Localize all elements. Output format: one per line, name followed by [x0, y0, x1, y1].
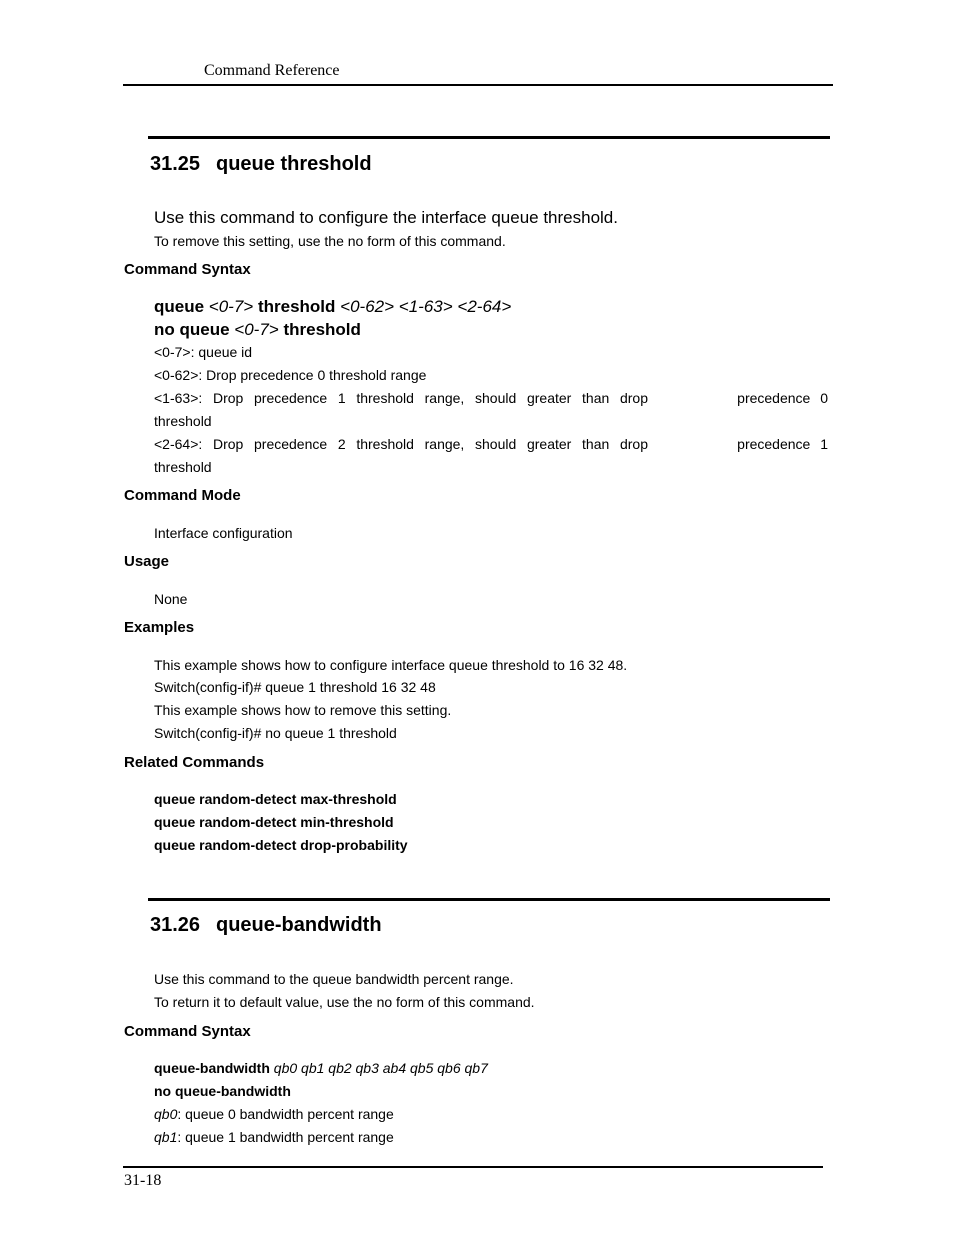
section-25-number: 31.25 [150, 153, 201, 175]
syntax-line-1 [154, 297, 511, 317]
syntax-kw-threshold-2: threshold [283, 320, 361, 339]
section-26-rule [148, 898, 830, 901]
param-2-64-line-1-end: precedence 1 [737, 436, 828, 452]
syntax-arg-queue-id: <0-7> [208, 297, 254, 316]
footer-rule [123, 1166, 823, 1168]
section-25-intro-1: Use this command to configure the interface queue threshold. [154, 208, 618, 227]
example-line-4: Switch(config-if)# no queue 1 threshold [154, 725, 397, 741]
section-25-title: queue threshold [216, 153, 372, 175]
syntax-cmd-queue-bandwidth: queue-bandwidth [154, 1060, 270, 1076]
example-line-1: This example shows how to configure interface queue threshold to 16 32 48. [154, 657, 628, 673]
section-26-title: queue-bandwidth [216, 914, 382, 936]
param-1-63-line-1: <1-63>: Drop precedence 1 threshold range, should greater than drop [154, 390, 648, 406]
section-25-syntax-heading: Command Syntax [124, 261, 251, 278]
section-25-usage-text: None [154, 591, 188, 607]
syntax-line-2 [154, 320, 361, 340]
section-26-intro-2: To return it to default value, use the no form of this command. [154, 994, 535, 1010]
syntax-arg-queue-id-2: <0-7> [234, 320, 279, 339]
related-command: queue random-detect min-threshold [154, 814, 394, 830]
section-25-mode-heading: Command Mode [124, 487, 241, 504]
section-26-syntax-heading: Command Syntax [124, 1023, 251, 1040]
syntax-cmd-queue: queue [154, 297, 205, 316]
section-25-rule [148, 136, 830, 139]
section-25-usage-heading: Usage [124, 553, 170, 570]
param-queue-id: <0-7>: queue id [154, 344, 253, 360]
related-command: queue random-detect max-threshold [154, 791, 397, 807]
syntax-arg-2-64: <2-64> [457, 297, 512, 316]
param-1-63-line-2: threshold [154, 413, 212, 429]
syntax-arg-1-63: <1-63> [398, 297, 453, 316]
section-26-param-qb0 [154, 1106, 394, 1122]
param-2-64-line-1: <2-64>: Drop precedence 2 threshold range, should greater than drop [154, 436, 648, 452]
syntax-kw-threshold: threshold [257, 297, 336, 316]
section-26-syntax-line-1 [154, 1060, 488, 1076]
section-26-syntax-line-2: no queue-bandwidth [154, 1083, 291, 1099]
section-26-heading [150, 914, 382, 937]
section-26-intro-1: Use this command to the queue bandwidth percent range. [154, 971, 514, 987]
section-25-related-heading: Related Commands [124, 754, 265, 771]
example-line-2: Switch(config-if)# queue 1 threshold 16 32 48 [154, 679, 436, 695]
header-rule [123, 84, 833, 86]
section-26-param-qb1 [154, 1129, 394, 1145]
section-26-number: 31.26 [150, 914, 201, 936]
param-2-64-line-2: threshold [154, 459, 212, 475]
param-1-63-line-1-end: precedence 0 [737, 390, 828, 406]
param-name-qb1: qb1 [154, 1129, 178, 1145]
param-desc-qb1: : queue 1 bandwidth percent range [177, 1129, 394, 1145]
section-25-intro-2: To remove this setting, use the no form of this command. [154, 233, 506, 249]
param-desc-qb0: : queue 0 bandwidth percent range [177, 1106, 394, 1122]
section-25-examples-heading: Examples [124, 619, 195, 636]
syntax-args-qb: qb0 qb1 qb2 qb3 ab4 qb5 qb6 qb7 [273, 1060, 488, 1076]
related-command: queue random-detect drop-probability [154, 837, 408, 853]
syntax-cmd-no-queue: no queue [154, 320, 230, 339]
section-25-heading [150, 153, 372, 176]
syntax-arg-0-62: <0-62> [340, 297, 395, 316]
section-25-mode-text: Interface configuration [154, 525, 293, 541]
param-0-62: <0-62>: Drop precedence 0 threshold range [154, 367, 427, 383]
example-line-3: This example shows how to remove this setting. [154, 702, 452, 718]
running-header: Command Reference [204, 62, 340, 79]
param-name-qb0: qb0 [154, 1106, 178, 1122]
page-number: 31-18 [124, 1172, 162, 1189]
